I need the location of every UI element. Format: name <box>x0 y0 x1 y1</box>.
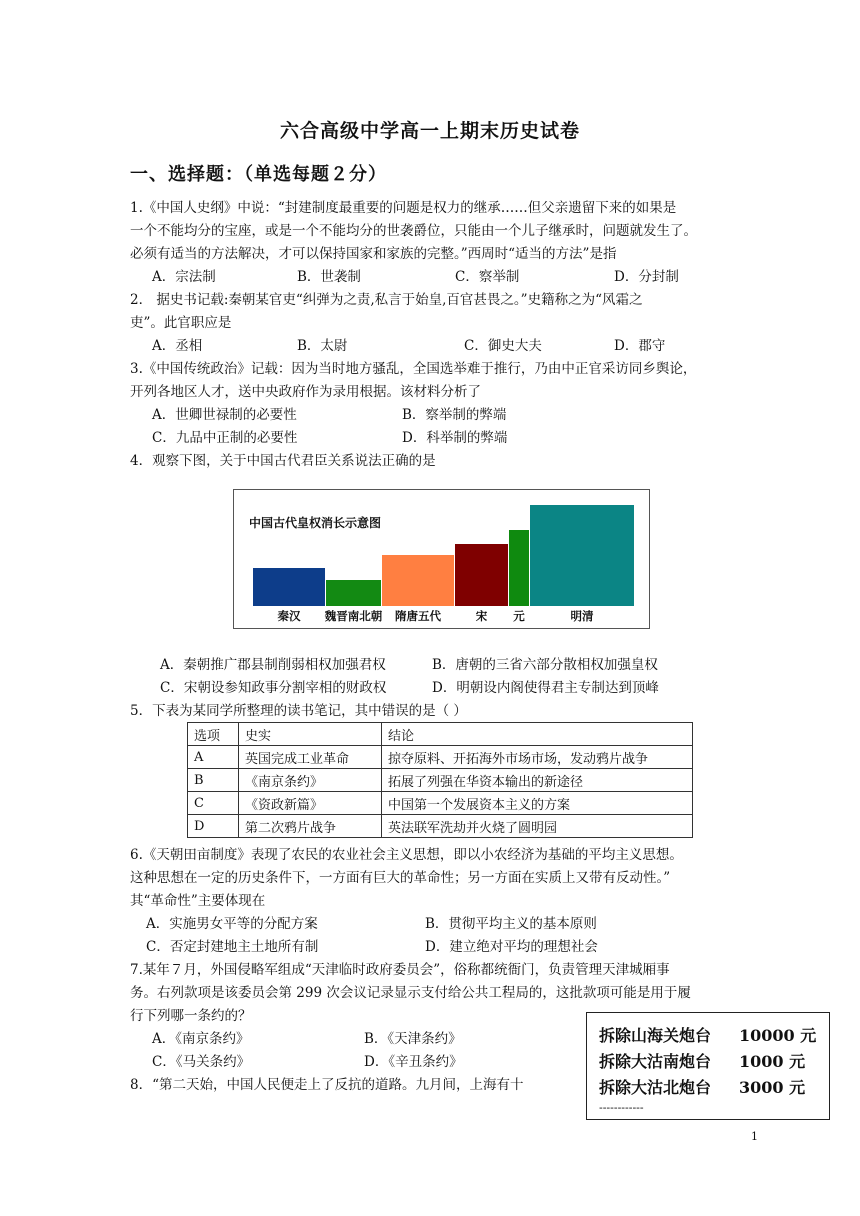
payment-row <box>599 1049 806 1072</box>
page-title: 六合高级中学高一上期末历史试卷 <box>279 120 580 142</box>
payment-item: 拆除山海关炮台 <box>599 1026 712 1045</box>
table-cell: 《南京条约》 <box>239 769 382 792</box>
q1-line-1: 1.《中国人史纲》中说：“封建制度最重要的问题是权力的继承……但父亲遗留下来的如果是 <box>130 200 677 216</box>
q7-option-d: D．《辛丑条约》 <box>364 1054 463 1070</box>
payment-box <box>586 1012 830 1120</box>
chart-tick-label: 秦汉 <box>277 609 301 623</box>
q3-option-c: C．九品中正制的必要性 <box>152 430 298 446</box>
chart-tick-label: 隋唐五代 <box>395 609 441 623</box>
q8-line-1: 8．“第二天始，中国人民便走上了反抗的道路。九月间，上海有十 <box>130 1077 524 1093</box>
table-cell: B <box>188 769 239 792</box>
payment-row <box>599 1023 817 1046</box>
q7-line-1: 7.某年７月，外国侵略军组成“天津临时政府委员会”，俗称都统衙门，负责管理天津城厢事 <box>130 962 670 978</box>
payment-item: 拆除大沽南炮台 <box>599 1052 712 1071</box>
chart-bar <box>253 568 325 606</box>
chart-tick-label: 魏晋南北朝 <box>324 609 383 623</box>
q4-option-c: C．宋朝设参知政事分割宰相的财政权 <box>160 680 387 696</box>
q1-option-d: D．分封制 <box>614 269 679 285</box>
q3-line-1: 3.《中国传统政治》记载：因为当时地方骚乱，全国选举难于推行，乃由中正官采访同乡舆论， <box>130 361 697 377</box>
section-heading: 一、选择题：（单选每题２分） <box>130 164 387 185</box>
table-cell: C <box>188 792 239 815</box>
q7-line-2: 务。右列款项是该委员会第 299 次会议记录显示支付给公共工程局的，这批款项可能是用于履 <box>130 985 691 1001</box>
table-cell: 掠夺原料、开拓海外市场市场，发动鸦片战争 <box>382 746 693 769</box>
q2-line-2: 吏”。此官职应是 <box>130 315 232 331</box>
table-row <box>188 792 693 815</box>
power-chart <box>233 489 650 629</box>
q6-line-3: 其“革命性”主要体现在 <box>130 893 266 909</box>
q2-option-c: C．御史大夫 <box>464 338 542 354</box>
q1-option-b: B．世袭制 <box>297 269 361 285</box>
q4-option-d: D．明朝设内阁使得君主专制达到顶峰 <box>432 680 659 696</box>
payment-amount: 3000 元 <box>739 1078 806 1097</box>
table-row <box>188 746 693 769</box>
q4-option-a: A．秦朝推广郡县制削弱相权加强君权 <box>160 657 386 673</box>
q7-option-b: B．《天津条约》 <box>364 1031 462 1047</box>
q7-option-c: C．《马关条约》 <box>152 1054 251 1070</box>
notes-table <box>187 722 693 838</box>
q2-line-1: 2． 据史书记载:秦朝某官吏“纠弹为之责,私言于始皇,百官甚畏之。”史籍称之为“风霜之 <box>130 292 643 308</box>
table-cell: 拓展了列强在华资本输出的新途径 <box>382 769 693 792</box>
q6-option-c: C．否定封建地主土地所有制 <box>146 939 319 955</box>
q3-line-2: 开列各地区人才，送中央政府作为录用根据。该材料分析了 <box>130 384 481 400</box>
chart-tick-label: 明清 <box>570 609 594 623</box>
chart-bar <box>509 530 529 606</box>
table-header: 结论 <box>382 723 693 746</box>
q4-option-b: B．唐朝的三省六部分散相权加强皇权 <box>432 657 658 673</box>
q2-option-a: A．丞相 <box>152 338 203 354</box>
payment-amount: 10000 元 <box>739 1026 817 1045</box>
table-row <box>188 769 693 792</box>
table-cell: 英国完成工业革命 <box>239 746 382 769</box>
q6-option-a: A．实施男女平等的分配方案 <box>146 916 318 932</box>
table-row <box>188 815 693 838</box>
q1-option-a: A．宗法制 <box>152 269 216 285</box>
q3-option-b: B．察举制的弊端 <box>402 407 507 423</box>
q3-option-d: D．科举制的弊端 <box>402 430 508 446</box>
q6-option-d: D．建立绝对平均的理想社会 <box>425 939 598 955</box>
q6-option-b: B．贯彻平均主义的基本原则 <box>425 916 597 932</box>
table-cell: A <box>188 746 239 769</box>
payment-item: 拆除大沽北炮台 <box>599 1078 712 1097</box>
table-header-row <box>188 723 693 746</box>
table-header: 史实 <box>239 723 382 746</box>
q5-line-1: 5．下表为某同学所整理的读书笔记，其中错误的是（ ） <box>130 703 467 719</box>
q4-line-1: 4．观察下图，关于中国古代君臣关系说法正确的是 <box>130 453 436 469</box>
payment-amount: 1000 元 <box>739 1052 806 1071</box>
chart-bar <box>455 544 508 606</box>
table-cell: D <box>188 815 239 838</box>
q6-line-2: 这种思想在一定的历史条件下，一方面有巨大的革命性；另一方面在实质上又带有反动性。” <box>130 870 671 886</box>
q1-line-3: 必须有适当的方法解决，才可以保持国家和家族的完整。”西周时“适当的方法”是指 <box>130 246 617 262</box>
q7-line-3: 行下列哪一条约的？ <box>130 1008 252 1024</box>
q6-line-1: 6.《天朝田亩制度》表现了农民的农业社会主义思想，即以小农经济为基础的平均主义思想。 <box>130 847 683 863</box>
q2-option-d: D．郡守 <box>614 338 666 354</box>
table-cell: 中国第一个发展资本主义的方案 <box>382 792 693 815</box>
table-cell: 英法联军洗劫并火烧了圆明园 <box>382 815 693 838</box>
chart-bar <box>530 505 634 606</box>
payment-row <box>599 1075 806 1098</box>
chart-bar <box>382 555 454 606</box>
q1-option-c: C．察举制 <box>455 269 520 285</box>
table-cell: 第二次鸦片战争 <box>239 815 382 838</box>
table-header: 选项 <box>188 723 239 746</box>
chart-bar <box>326 580 381 606</box>
payment-trailer: ------------ <box>599 1101 644 1114</box>
q2-option-b: B．太尉 <box>297 338 348 354</box>
chart-title: 中国古代皇权消长示意图 <box>249 516 382 530</box>
q7-option-a: A．《南京条约》 <box>152 1031 250 1047</box>
chart-tick-label: 元 <box>513 609 525 623</box>
q3-option-a: A．世卿世禄制的必要性 <box>152 407 297 423</box>
q1-line-2: 一个不能均分的宝座，或是一个不能均分的世袭爵位，只能由一个儿子继承时，问题就发生了。 <box>130 223 697 239</box>
page-number: 1 <box>751 1130 758 1143</box>
chart-tick-label: 宋 <box>475 609 488 623</box>
table-cell: 《资政新篇》 <box>239 792 382 815</box>
